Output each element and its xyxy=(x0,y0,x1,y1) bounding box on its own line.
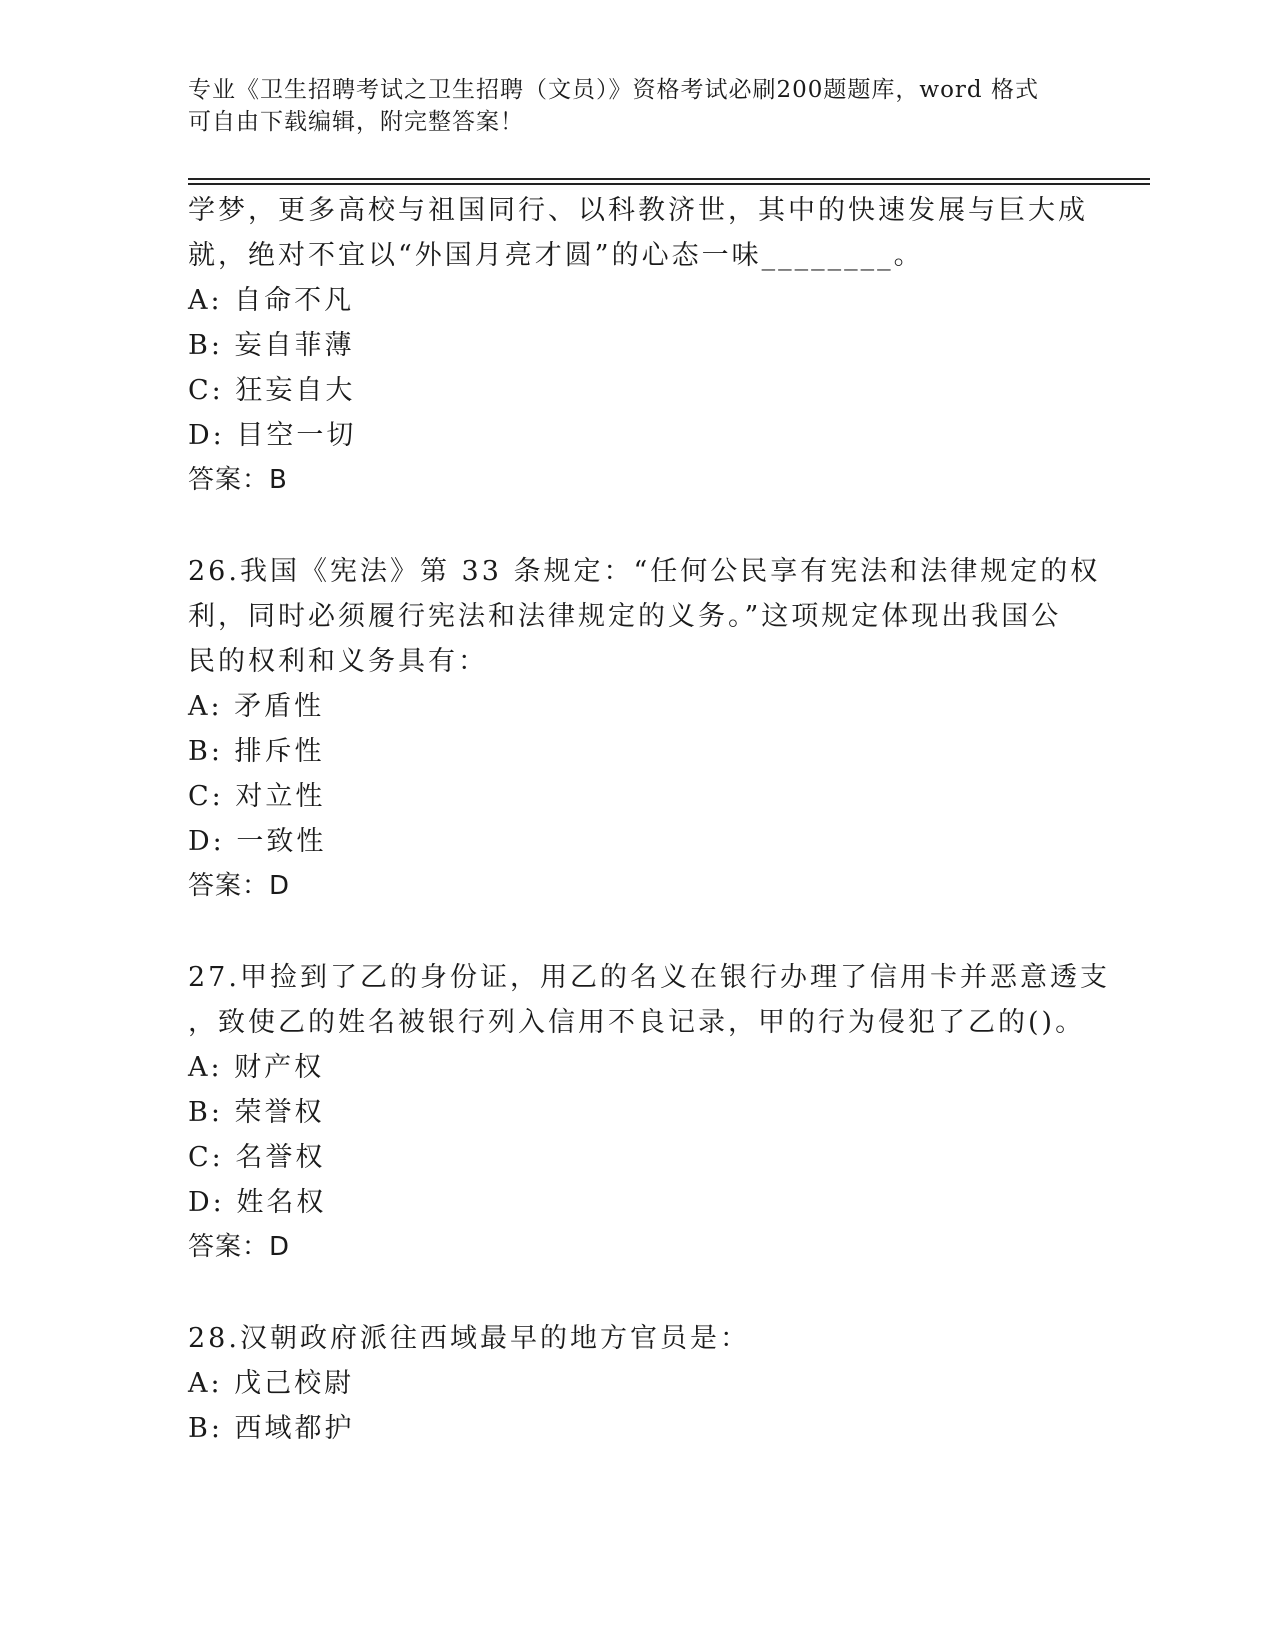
option-c: C: 狂妄自大 xyxy=(188,375,356,406)
spacer xyxy=(188,1270,1078,1316)
option-a: A: 财产权 xyxy=(188,1052,325,1083)
question-content xyxy=(188,188,1110,1451)
option-d: D: 目空一切 xyxy=(188,420,357,451)
answer-line: 答案：D xyxy=(188,871,291,901)
question-text-line: 26.我国《宪法》第 33 条规定：“任何公民享有宪法和法律规定的权 xyxy=(188,556,1101,587)
question-text-line: 27.甲捡到了乙的身份证，用乙的名义在银行办理了信用卡并恶意透支 xyxy=(188,962,1110,993)
option-b: B: 西域都护 xyxy=(188,1413,355,1444)
option-b: B: 排斥性 xyxy=(188,736,325,767)
question-text-line: 学梦，更多高校与祖国同行、以科教济世，其中的快速发展与巨大成 xyxy=(188,195,1088,226)
question-26 xyxy=(188,549,1101,909)
option-c: C: 名誉权 xyxy=(188,1142,326,1173)
option-a: A: 戊己校尉 xyxy=(188,1368,355,1399)
answer-line: 答案：B xyxy=(188,465,288,495)
option-d: D: 一致性 xyxy=(188,826,327,857)
question-28 xyxy=(188,1316,1078,1451)
question-text-line: 28.汉朝政府派往西域最早的地方官员是： xyxy=(188,1323,750,1354)
question-text-line: 利，同时必须履行宪法和法律规定的义务。”这项规定体现出我国公 xyxy=(188,601,1062,632)
header-title-line-1: 专业《卫生招聘考试之卫生招聘（文员）》资格考试必刷200题题库，word 格式 xyxy=(188,77,1039,103)
header-divider-top xyxy=(188,178,1150,180)
option-b: B: 妄自菲薄 xyxy=(188,330,355,361)
question-text-line: ，致使乙的姓名被银行列入信用不良记录，甲的行为侵犯了乙的()。 xyxy=(188,1007,1086,1038)
spacer xyxy=(188,909,1078,955)
spacer xyxy=(188,503,1078,549)
option-a: A: 自命不凡 xyxy=(188,285,355,316)
header-divider-bottom xyxy=(188,183,1150,185)
question-text-line: 就，绝对不宜以“外国月亮才圆”的心态一味________。 xyxy=(188,240,924,271)
question-text-line: 民的权利和义务具有： xyxy=(188,646,488,677)
option-c: C: 对立性 xyxy=(188,781,326,812)
option-b: B: 荣誉权 xyxy=(188,1097,325,1128)
question-27 xyxy=(188,955,1110,1270)
option-d: D: 姓名权 xyxy=(188,1187,327,1218)
answer-line: 答案：D xyxy=(188,1232,291,1262)
document-header xyxy=(188,74,1088,138)
header-title-line-2: 可自由下载编辑，附完整答案！ xyxy=(188,109,524,135)
option-a: A: 矛盾性 xyxy=(188,691,325,722)
question-25-continued xyxy=(188,188,1088,503)
